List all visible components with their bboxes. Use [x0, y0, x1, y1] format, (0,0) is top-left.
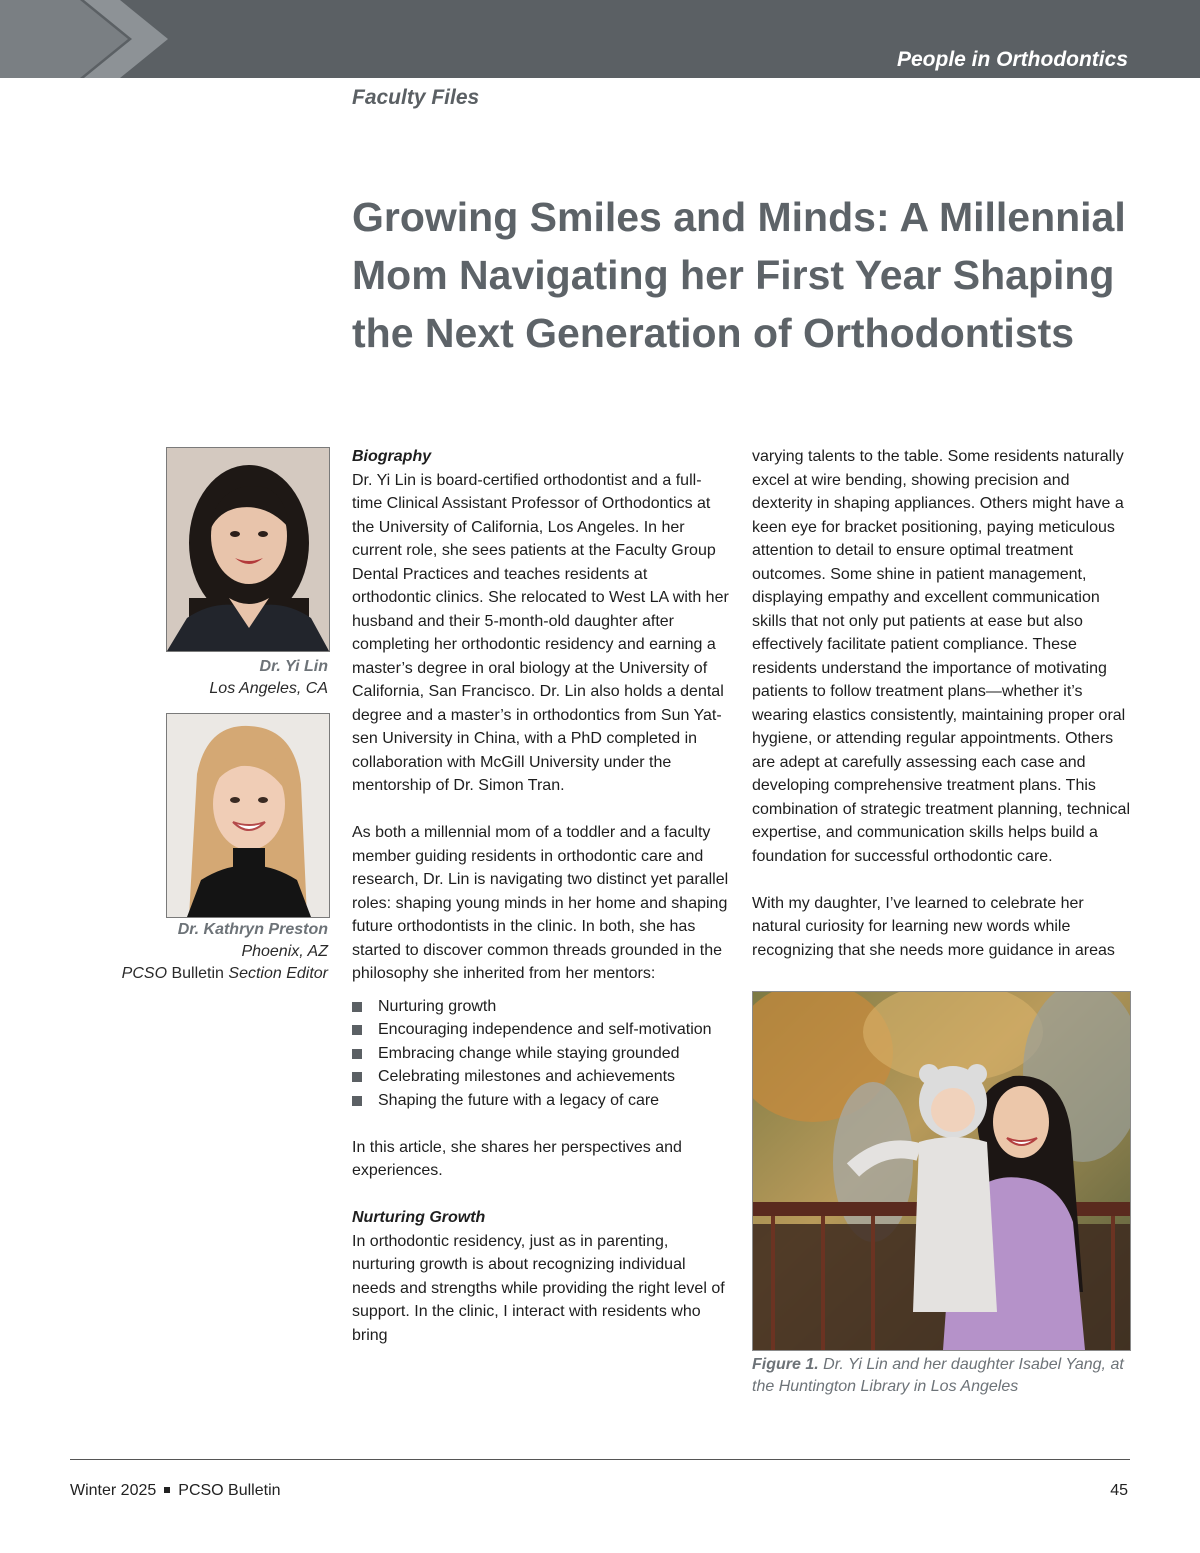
- author-location: Los Angeles, CA: [209, 680, 328, 697]
- residents-paragraph: varying talents to the table. Some residents naturally excel at wire bending, showing precision and dexterity in shaping appliances. Others might have a keen eye for bracket positioning, paying meticulous attention to detail to ensure optimal treatment outcomes. Some shine in patient management, displaying empathy and excellent communication skills that not only put patients at ease but also effectively facilitate patient compliance. These residents understand the importance of motivating patients to follow treatment plans—whether it’s wearing elastics consistently, maintaining proper oral hygiene, or attending regular appointments. Others are adept at carefully assessing each case and developing comprehensive treatment plans. This combination of strategic treatment planning, technical expertise, and communication skills helps build a foundation for successful orthodontic care.: [752, 448, 1130, 865]
- list-item: Encouraging independence and self-motivation: [352, 1018, 730, 1042]
- author-caption-kathryn-preston: [122, 919, 328, 985]
- separator-icon: [164, 1487, 170, 1493]
- bio-heading: Biography: [352, 448, 432, 465]
- bio-paragraph: Dr. Yi Lin is board-certified orthodontist and a full-time Clinical Assistant Professor of Orthodontics at the University of California, Los Angeles. In her current role, she sees patients at the Faculty Group Dental Practices and teaches residents at orthodontic clinics. She relocated to West LA with her husband and their 5-month-old daughter after completing her orthodontic residency and earning a master’s degree in oral biology at the University of California, San Francisco. Dr. Lin also holds a dental degree and a master’s in orthodontics from Sun Yat-sen University in China, with a PhD completed in collaboration with McGill University under the mentorship of Dr. Simon Tran.: [352, 471, 729, 794]
- list-item: Celebrating milestones and achievements: [352, 1065, 730, 1089]
- figure-photo: [752, 991, 1131, 1351]
- growth-paragraph: In orthodontic residency, just as in parenting, nurturing growth is about recognizing individual needs and strengths while providing the right level of support. In the clinic, I interact with residents who bring: [352, 1232, 725, 1344]
- growth-heading: Nurturing Growth: [352, 1209, 486, 1226]
- author-name: Dr. Yi Lin: [259, 658, 328, 675]
- section-tag: People in Orthodontics: [896, 48, 1128, 71]
- publication-name: PCSO Bulletin: [178, 1482, 281, 1499]
- author-location: Phoenix, AZ: [241, 943, 328, 960]
- author-role: PCSO Bulletin Section Editor: [121, 965, 328, 982]
- column-name: Faculty Files: [352, 86, 480, 109]
- article-title: Growing Smiles and Minds: A Millennial Mom Navigating her First Year Shaping the Next Generation of Orthodontists: [352, 194, 1126, 356]
- theme-list: [352, 995, 730, 1113]
- daughter-paragraph: With my daughter, I’ve learned to celebrate her natural curiosity for learning new words while recognizing that she needs more guidance in areas: [752, 894, 1115, 959]
- list-item: Embracing change while staying grounded: [352, 1042, 730, 1066]
- author-photo-yi-lin: [166, 447, 330, 652]
- footer-issue: [70, 1482, 281, 1500]
- text-column-1: [352, 445, 730, 1347]
- author-caption-yi-lin: [209, 656, 328, 700]
- article-intro-paragraph: In this article, she shares her perspectives and experiences.: [352, 1138, 682, 1179]
- footer-divider: [70, 1459, 1130, 1460]
- issue-date: Winter 2025: [70, 1482, 157, 1499]
- figure-caption-text: Dr. Yi Lin and her daughter Isabel Yang, at the Huntington Library in Los Angeles: [752, 1356, 1124, 1395]
- page-number: 45: [1110, 1482, 1128, 1499]
- figure-label: Figure 1.: [752, 1356, 819, 1373]
- author-photo-kathryn-preston: [166, 713, 330, 918]
- intro-paragraph: As both a millennial mom of a toddler and a faculty member guiding residents in orthodontic care and research, Dr. Lin is navigating two distinct yet parallel roles: shaping young minds in her home and shaping future orthodontists in the clinic. In both, she has started to discover common threads grounded in the philosophy she inherited from her mentors:: [352, 824, 729, 982]
- figure-caption: [752, 1354, 1132, 1398]
- text-column-2: [752, 445, 1130, 962]
- chevron-decoration: [0, 0, 180, 78]
- list-item: Shaping the future with a legacy of care: [352, 1089, 730, 1113]
- list-item: Nurturing growth: [352, 995, 730, 1019]
- author-name: Dr. Kathryn Preston: [177, 921, 328, 938]
